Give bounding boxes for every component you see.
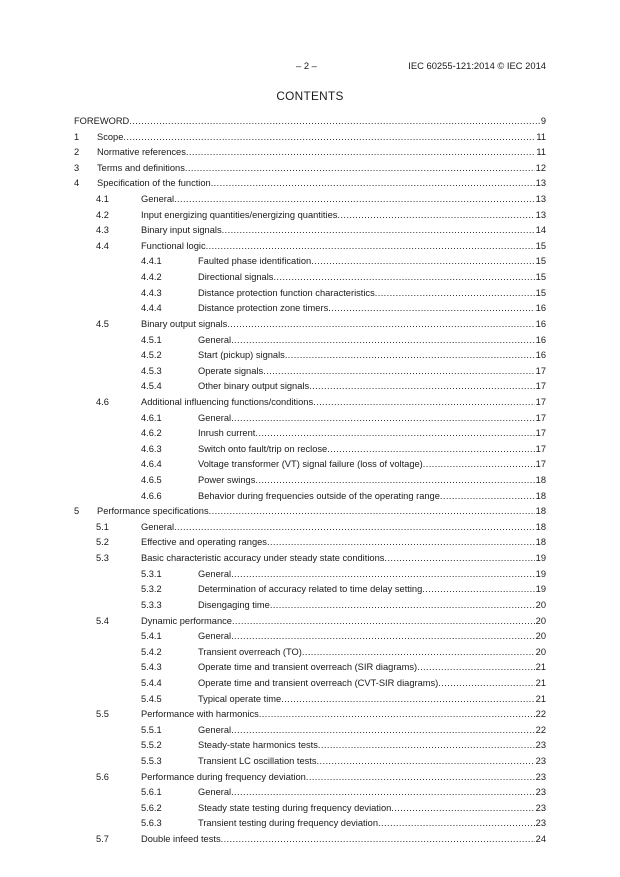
toc-entry-page: 17: [535, 365, 546, 376]
toc-entry-title: Scope: [97, 131, 124, 142]
toc-entry-line: [74, 114, 546, 130]
toc-entry-title: Inrush current: [198, 428, 256, 439]
toc-entry-number: 4.6.4: [141, 459, 162, 470]
toc-entry-title: Specification of the function: [97, 178, 211, 189]
toc-entry-line: [97, 176, 546, 192]
toc-entry[interactable]: [74, 348, 546, 364]
toc-entry-page: 9: [540, 116, 546, 126]
toc-entry-line: [198, 270, 546, 286]
toc-entry-number: 4.1: [96, 194, 109, 205]
toc-entry-line: [198, 738, 546, 754]
dot-leader: [375, 286, 535, 302]
toc-entry[interactable]: [74, 785, 546, 801]
dot-leader: [438, 676, 534, 692]
dot-leader: [255, 473, 534, 489]
toc-entry-title: General: [198, 334, 232, 345]
dot-leader: [378, 816, 535, 832]
toc-entry-title: Faulted phase identification: [198, 256, 312, 267]
toc-entry-line: [198, 676, 546, 692]
toc-entry-line: [141, 317, 546, 333]
toc-entry-number: 4.4.4: [141, 303, 162, 314]
toc-entry-title: Voltage transformer (VT) signal failure (loss of voltage): [198, 459, 423, 470]
dot-leader: [206, 239, 535, 255]
toc-entry[interactable]: [74, 130, 546, 146]
toc-entry-line: [198, 598, 546, 614]
toc-entry-line: [198, 379, 546, 395]
dot-leader: [417, 660, 535, 676]
toc-entry-title: General: [141, 521, 175, 532]
toc-entry-line: [198, 457, 546, 473]
toc-entry-title: General: [198, 787, 232, 798]
toc-entry-page: 19: [535, 568, 546, 579]
toc-entry-page: 20: [535, 646, 546, 657]
dot-leader: [129, 114, 540, 130]
toc-entry-page: 17: [535, 412, 546, 423]
toc-entry-number: 4.5.1: [141, 334, 162, 345]
toc-entry-number: 5.2: [96, 537, 109, 548]
toc-entry-title: Performance specifications: [97, 506, 209, 517]
toc-entry[interactable]: [74, 582, 546, 598]
toc-entry-line: [141, 395, 546, 411]
dot-leader: [337, 208, 534, 224]
toc-entry[interactable]: [74, 614, 546, 630]
toc-entry-page: 16: [535, 303, 546, 314]
toc-entry-page: 15: [535, 287, 546, 298]
toc-entry-number: 5.3: [96, 553, 109, 564]
toc-entry-line: [198, 254, 546, 270]
toc-entry-number: 5.4.5: [141, 693, 162, 704]
toc-entry-title: Power swings: [198, 475, 256, 486]
toc-entry[interactable]: [74, 254, 546, 270]
toc-entry-number: 4.4.3: [141, 287, 162, 298]
toc-entry-line: [141, 192, 546, 208]
dot-leader: [281, 692, 534, 708]
toc-entry-line: [198, 723, 546, 739]
toc-entry-number: 4.6: [96, 396, 109, 407]
toc-entry-line: [97, 161, 546, 177]
toc-entry-number: 3: [74, 162, 80, 173]
toc-entry-page: 21: [535, 662, 546, 673]
toc-entry-number: 4.3: [96, 225, 109, 236]
toc-entry-title: Additional influencing functions/conditions: [141, 396, 314, 407]
toc-entry-page: 23: [535, 740, 546, 751]
toc-entry-title: Transient overreach (TO): [198, 646, 302, 657]
toc-entry-number: 5.4.4: [141, 677, 162, 688]
toc-entry[interactable]: [74, 442, 546, 458]
dot-leader: [328, 301, 534, 317]
toc-entry-line: [198, 629, 546, 645]
toc-entry-page: 18: [535, 537, 546, 548]
toc-entry[interactable]: [74, 629, 546, 645]
toc-entry[interactable]: [74, 660, 546, 676]
toc-entry-title: Terms and definitions: [97, 162, 185, 173]
dot-leader: [267, 535, 535, 551]
dot-leader: [211, 176, 535, 192]
toc-entry[interactable]: [74, 192, 546, 208]
dot-leader: [186, 145, 535, 161]
dot-leader: [422, 582, 534, 598]
toc-entry-number: 5.5: [96, 709, 109, 720]
toc-entry-page: 15: [535, 256, 546, 267]
toc-entry[interactable]: [74, 145, 546, 161]
toc-entry[interactable]: [74, 504, 546, 520]
toc-entry-number: 4.5.4: [141, 381, 162, 392]
contents-title: CONTENTS: [276, 89, 344, 103]
toc-entry-number: 4.2: [96, 209, 109, 220]
toc-entry[interactable]: [74, 426, 546, 442]
toc-entry-line: [141, 223, 546, 239]
toc-entry[interactable]: [74, 598, 546, 614]
toc-entry-number: 5: [74, 506, 80, 517]
toc-entry-number: 5.4: [96, 615, 109, 626]
toc-entry-line: [198, 754, 546, 770]
dot-leader: [423, 457, 535, 473]
dot-leader: [384, 551, 534, 567]
dot-leader: [391, 801, 534, 817]
toc-entry-page: 13: [535, 209, 546, 220]
dot-leader: [255, 426, 534, 442]
toc-entry-number: 1: [74, 131, 80, 142]
dot-leader: [185, 161, 535, 177]
toc-entry-title: Steady state testing during frequency deviation: [198, 802, 392, 813]
toc-entry-line: [198, 660, 546, 676]
toc-entry[interactable]: [74, 239, 546, 255]
toc-entry-page: 23: [535, 771, 546, 782]
page-header: [0, 60, 620, 74]
toc-entry[interactable]: [74, 364, 546, 380]
toc-entry-page: 17: [535, 396, 546, 407]
toc-entry-number: 5.6.3: [141, 818, 162, 829]
toc-entry[interactable]: [74, 723, 546, 739]
toc-entry-title: Disengaging time: [198, 599, 270, 610]
toc-entry-page: 23: [535, 755, 546, 766]
toc-entry-number: 4.6.5: [141, 475, 162, 486]
toc-entry-page: 16: [535, 334, 546, 345]
toc-entry-number: 5.5.2: [141, 740, 162, 751]
toc-entry-title: Binary input signals: [141, 225, 222, 236]
toc-entry-title: Binary output signals: [141, 318, 228, 329]
toc-entry-line: [198, 785, 546, 801]
toc-entry-page: 24: [535, 834, 546, 845]
toc-entry-page: 13: [535, 194, 546, 205]
dot-leader: [174, 520, 535, 536]
toc-entry-number: 5.6.1: [141, 787, 162, 798]
toc-entry-page: 11: [536, 147, 546, 158]
toc-entry[interactable]: [74, 270, 546, 286]
toc-entry-number: 5.5.3: [141, 755, 162, 766]
toc-entry[interactable]: [74, 379, 546, 395]
dot-leader: [222, 223, 535, 239]
toc-entry-title: Performance during frequency deviation: [141, 771, 306, 782]
toc-entry-line: [141, 770, 546, 786]
toc-entry-number: 5.3.1: [141, 568, 162, 579]
toc-entry-number: 4.5: [96, 318, 109, 329]
toc-entry-title: General: [198, 631, 232, 642]
dot-leader: [263, 364, 535, 380]
dot-leader: [440, 489, 535, 505]
dot-leader: [270, 598, 535, 614]
toc-entry[interactable]: [74, 535, 546, 551]
toc-entry-title: Distance protection function characteristics: [198, 287, 375, 298]
toc-entry-page: 22: [535, 709, 546, 720]
toc-entry[interactable]: [74, 770, 546, 786]
toc-entry-title: Double infeed tests: [141, 834, 221, 845]
toc-entry-title: Effective and operating ranges: [141, 537, 267, 548]
toc-entry-page: 20: [535, 631, 546, 642]
toc-entry-number: 5.5.1: [141, 724, 162, 735]
standard-reference: IEC 60255-121:2014 © IEC 2014: [408, 60, 546, 71]
toc-entry-number: 5.4.2: [141, 646, 162, 657]
toc-entry[interactable]: [74, 801, 546, 817]
toc-entry-page: 15: [535, 272, 546, 283]
toc-entry-title: Other binary output signals: [198, 381, 310, 392]
toc-entry[interactable]: [74, 301, 546, 317]
toc-entry-line: [97, 145, 546, 161]
dot-leader: [231, 411, 535, 427]
toc-entry-title: General: [141, 194, 175, 205]
toc-entry-number: 5.6.2: [141, 802, 162, 813]
toc-entry-page: 19: [535, 584, 546, 595]
toc-entry-page: 23: [535, 787, 546, 798]
toc-entry[interactable]: [74, 832, 546, 848]
toc-entry-line: [141, 551, 546, 567]
toc-entry-number: 4.5.3: [141, 365, 162, 376]
toc-entry-page: 18: [535, 490, 546, 501]
toc-entry-line: [198, 473, 546, 489]
dot-leader: [227, 317, 534, 333]
toc-entry-title: Normative references: [97, 147, 186, 158]
toc-entry-line: [198, 348, 546, 364]
toc-entry-line: [198, 426, 546, 442]
toc-entry-title: Directional signals: [198, 272, 274, 283]
dot-leader: [259, 707, 535, 723]
toc-entry-title: Typical operate time: [198, 693, 282, 704]
toc-entry-number: 5.7: [96, 834, 109, 845]
toc-entry-title: Performance with harmonics: [141, 709, 259, 720]
dot-leader: [318, 738, 535, 754]
toc-entry-line: [97, 504, 546, 520]
toc-entry-line: [97, 130, 546, 146]
dot-leader: [302, 645, 535, 661]
toc-entry[interactable]: [74, 567, 546, 583]
toc-entry-title: Transient LC oscillation tests: [198, 755, 317, 766]
toc-entry-title: Operate time and transient overreach (CVT-SIR diagrams): [198, 677, 439, 688]
toc-entry-line: [198, 801, 546, 817]
toc-entry-page: 15: [535, 240, 546, 251]
toc-entry-page: 17: [535, 459, 546, 470]
toc-entry-line: [198, 442, 546, 458]
dot-leader: [221, 832, 535, 848]
toc-entry-title: Operate signals: [198, 365, 264, 376]
page-number: – 2 –: [296, 60, 317, 71]
toc-entry-number: 4.4.2: [141, 272, 162, 283]
dot-leader: [273, 270, 534, 286]
dot-leader: [123, 130, 535, 146]
toc-entry-title: General: [198, 724, 232, 735]
dot-leader: [327, 442, 534, 458]
toc-entry-number: 4.5.2: [141, 350, 162, 361]
toc-entry-line: [141, 707, 546, 723]
toc-entry[interactable]: [74, 473, 546, 489]
toc-entry-page: 12: [535, 162, 546, 173]
toc-entry-number: 4.4.1: [141, 256, 162, 267]
toc-entry[interactable]: [74, 676, 546, 692]
toc-entry-title: Input energizing quantities/energizing quantities: [141, 209, 338, 220]
toc-entry-line: [198, 286, 546, 302]
toc-entry-line: [198, 816, 546, 832]
toc-entry-number: 5.6: [96, 771, 109, 782]
dot-leader: [231, 333, 535, 349]
dot-leader: [285, 348, 535, 364]
toc-entry-line: [198, 582, 546, 598]
dot-leader: [232, 614, 535, 630]
toc-entry-line: [198, 645, 546, 661]
toc-entry-number: 5.4.1: [141, 631, 162, 642]
toc-entry-title: Basic characteristic accuracy under steady state conditions: [141, 553, 385, 564]
toc-entry[interactable]: [74, 551, 546, 567]
toc-entry-page: 20: [535, 599, 546, 610]
toc-entry[interactable]: [74, 489, 546, 505]
dot-leader: [317, 754, 535, 770]
dot-leader: [174, 192, 535, 208]
dot-leader: [231, 567, 535, 583]
toc-entry-title: Transient testing during frequency deviation: [198, 818, 379, 829]
toc-entry[interactable]: [74, 161, 546, 177]
toc-entry-page: 16: [535, 350, 546, 361]
toc-entry-line: [198, 567, 546, 583]
dot-leader: [231, 785, 535, 801]
toc-entry[interactable]: [74, 114, 546, 130]
toc-entry-line: [141, 239, 546, 255]
toc-entry-page: 19: [535, 553, 546, 564]
toc-entry-page: 21: [535, 677, 546, 688]
toc-entry-number: 4: [74, 178, 80, 189]
toc-entry-line: [198, 692, 546, 708]
toc-entry-title: Distance protection zone timers: [198, 303, 329, 314]
dot-leader: [313, 395, 535, 411]
toc-entry-page: 16: [535, 318, 546, 329]
table-of-contents: [74, 114, 546, 848]
toc-entry[interactable]: [74, 645, 546, 661]
dot-leader: [306, 770, 535, 786]
toc-entry-title: General: [198, 568, 232, 579]
toc-entry-number: 4.6.3: [141, 443, 162, 454]
toc-entry-page: 22: [535, 724, 546, 735]
toc-entry-title: Operate time and transient overreach (SIR diagrams): [198, 662, 418, 673]
toc-entry[interactable]: [74, 754, 546, 770]
toc-entry-page: 23: [535, 802, 546, 813]
toc-entry-number: 5.4.3: [141, 662, 162, 673]
toc-entry-page: 14: [535, 225, 546, 236]
toc-entry-line: [141, 614, 546, 630]
toc-entry-title: Start (pickup) signals: [198, 350, 285, 361]
toc-entry-page: 21: [535, 693, 546, 704]
dot-leader: [311, 254, 534, 270]
toc-entry-title: General: [198, 412, 232, 423]
toc-entry-title: Behavior during frequencies outside of the operating range: [198, 490, 440, 501]
toc-entry-number: 5.3.3: [141, 599, 162, 610]
toc-entry-page: 18: [535, 506, 546, 517]
toc-entry-line: [198, 364, 546, 380]
toc-entry-page: 17: [535, 443, 546, 454]
toc-entry-page: 18: [535, 521, 546, 532]
toc-entry-line: [198, 489, 546, 505]
toc-entry-page: 13: [535, 178, 546, 189]
toc-entry-line: [141, 535, 546, 551]
toc-entry-number: 4.4: [96, 240, 109, 251]
toc-entry-title: Steady-state harmonics tests: [198, 740, 318, 751]
toc-entry-page: 17: [535, 428, 546, 439]
toc-entry[interactable]: [74, 286, 546, 302]
toc-entry-title: Switch onto fault/trip on reclose: [198, 443, 328, 454]
dot-leader: [309, 379, 535, 395]
toc-entry-line: [141, 832, 546, 848]
toc-entry[interactable]: [74, 395, 546, 411]
toc-entry-line: [198, 411, 546, 427]
toc-entry-title: Determination of accuracy related to time delay setting: [198, 584, 423, 595]
dot-leader: [231, 723, 535, 739]
toc-entry[interactable]: [74, 333, 546, 349]
toc-entry-number: 5.1: [96, 521, 109, 532]
toc-entry[interactable]: [74, 816, 546, 832]
toc-entry[interactable]: [74, 223, 546, 239]
toc-entry-page: 18: [535, 475, 546, 486]
toc-entry[interactable]: [74, 317, 546, 333]
toc-entry-title: Functional logic: [141, 240, 206, 251]
toc-entry-page: 20: [535, 615, 546, 626]
toc-entry-title: Dynamic performance: [141, 615, 232, 626]
dot-leader: [209, 504, 535, 520]
toc-entry-page: 11: [536, 131, 546, 142]
toc-entry-title: FOREWORD: [74, 116, 130, 126]
toc-entry-number: 4.6.2: [141, 428, 162, 439]
toc-entry[interactable]: [74, 738, 546, 754]
toc-entry[interactable]: [74, 457, 546, 473]
dot-leader: [231, 629, 535, 645]
toc-entry[interactable]: [74, 176, 546, 192]
toc-entry[interactable]: [74, 520, 546, 536]
toc-entry-line: [198, 333, 546, 349]
toc-entry-number: 4.6.6: [141, 490, 162, 501]
toc-entry[interactable]: [74, 707, 546, 723]
toc-entry-page: 17: [535, 381, 546, 392]
toc-entry[interactable]: [74, 692, 546, 708]
toc-entry[interactable]: [74, 208, 546, 224]
toc-entry-page: 23: [535, 818, 546, 829]
toc-entry-number: 4.6.1: [141, 412, 162, 423]
toc-entry-number: 5.3.2: [141, 584, 162, 595]
toc-entry-line: [141, 208, 546, 224]
toc-entry-number: 2: [74, 147, 80, 158]
toc-entry-line: [198, 301, 546, 317]
toc-entry[interactable]: [74, 411, 546, 427]
toc-entry-line: [141, 520, 546, 536]
